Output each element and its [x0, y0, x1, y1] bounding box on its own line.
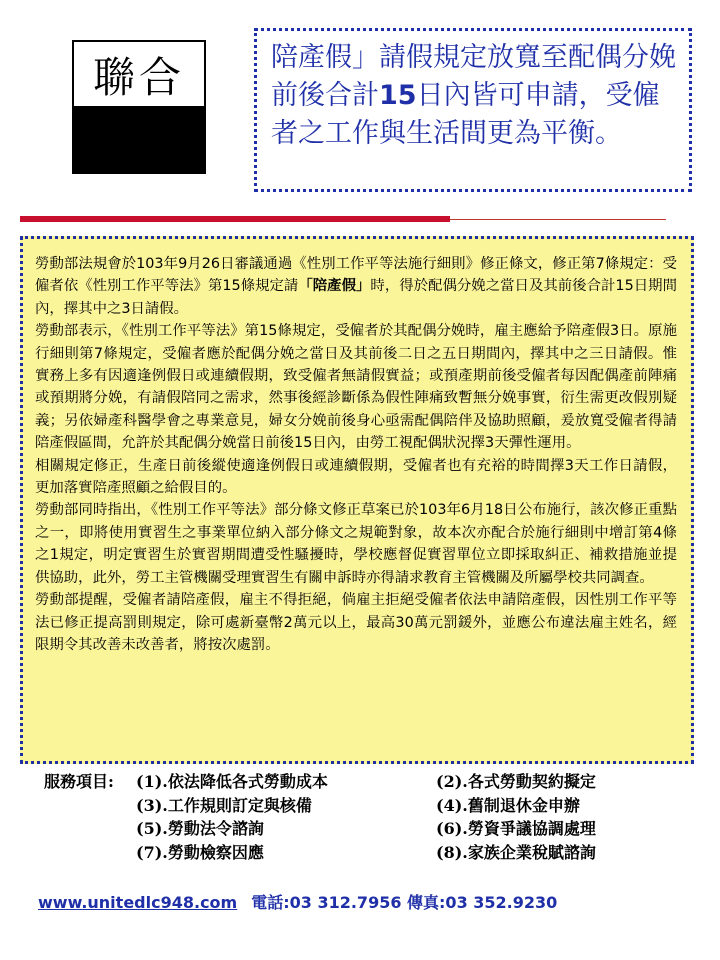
article-paragraph-5: 勞動部提醒，受僱者請陪產假，雇主不得拒絕，倘雇主拒絕受僱者依法申請陪產假，因性別工作平等法已修正提高罰則規定，除可處新臺幣2萬元以上，最高30萬元罰鍰外，並應公布違法雇主姓名，經限期令其改善未改善者，將按次處罰。 [35, 592, 677, 653]
article-body [20, 236, 694, 764]
service-item: (7).勞動檢察因應 [136, 842, 264, 862]
services-row [44, 817, 684, 841]
headline-part1: 陪產假」請假規定放寬至配偶分娩前後合計 [271, 42, 676, 111]
paragraph-1-emphasis: 「陪產假」 [298, 278, 371, 295]
headline-part2: 日內皆可申請，受僱者之工作與生活間更為平衡。 [271, 80, 660, 149]
services-list [44, 770, 684, 864]
service-item: (2).各式勞動契約擬定 [436, 772, 596, 791]
service-item: (1).依法降低各式勞動成本 [136, 772, 328, 791]
logo-text: 聯合 [92, 53, 185, 102]
union-logo [72, 40, 206, 174]
logo-black-band [74, 106, 204, 172]
services-heading: 服務項目: [44, 772, 114, 791]
headline-number: 15 [379, 80, 417, 111]
article-paragraph-1 [35, 253, 677, 320]
service-item: (4).舊制退休金申辦 [436, 795, 580, 815]
paragraph-1-text-b: 時，得於配偶分娩之當日及其前後合計15日期間內，擇其中之3日請假。 [35, 278, 677, 317]
services-row [44, 841, 684, 865]
contact-info: 電話:03 312.7956 傳真:03 352.9230 [251, 893, 558, 912]
services-row [44, 770, 684, 794]
service-item: (8).家族企業稅賦諮詢 [436, 842, 596, 862]
footer [38, 890, 698, 913]
headline-box [254, 28, 692, 192]
service-item: (6).勞資爭議協調處理 [436, 819, 596, 838]
service-item: (5).勞動法令諮詢 [136, 819, 264, 838]
article-paragraph-2: 勞動部表示，《性別工作平等法》第15條規定，受僱者於其配偶分娩時，雇主應給予陪產假3日。原施行細則第7條規定，受僱者應於配偶分娩之當日及其前後二日之五日期間內，擇其中之三日請假。惟實務上多有因適逢例假日或連續假期，致受僱者無請假實益；或預產期前後受僱者每因配偶產前陣痛或預期將分娩，有請假陪同之需求，然事後經診斷係為假性陣痛致暫無分娩事實，衍生需更改假別疑義；另依婦產科醫學會之專業意見，婦女分娩前後身心亟需配偶陪伴及協助照顧，爰放寬受僱者得請陪產假區間，允許於其配偶分娩當日前後15日內，由勞工視配偶狀況擇3天彈性運用。 [35, 323, 677, 452]
article-paragraph-3: 相關規定修正，生產日前後縱使適逢例假日或連續假期，受僱者也有充裕的時間擇3天工作日請假，更加落實陪產照顧之給假目的。 [35, 457, 677, 497]
services-row [44, 794, 684, 818]
article-paragraph-4: 勞動部同時指出，《性別工作平等法》部分條文修正草案已於103年6月18日公布施行，該次修正重點之一，即將使用實習生之事業單位納入部分條文之規範對象，故本次亦配合於施行細則中增訂第4條之1規定，明定實習生於實習期間遭受性騷擾時，學校應督促實習單位立即採取糾正、補救措施並提供協助，此外，勞工主管機關受理實習生有關申訴時亦得請求教育主管機關及所屬學校共同調查。 [35, 502, 677, 586]
service-item: (3).工作規則訂定與核備 [136, 795, 312, 815]
paragraph-1-text-a: 勞動部法規會於103年9月26日審議通過《性別工作平等法施行細則》修正條文，修正第7條規定：受僱者依《性別工作平等法》第15條規定請 [35, 256, 677, 295]
divider-thick [20, 216, 450, 222]
website-link[interactable]: www.unitedlc948.com [38, 893, 238, 912]
